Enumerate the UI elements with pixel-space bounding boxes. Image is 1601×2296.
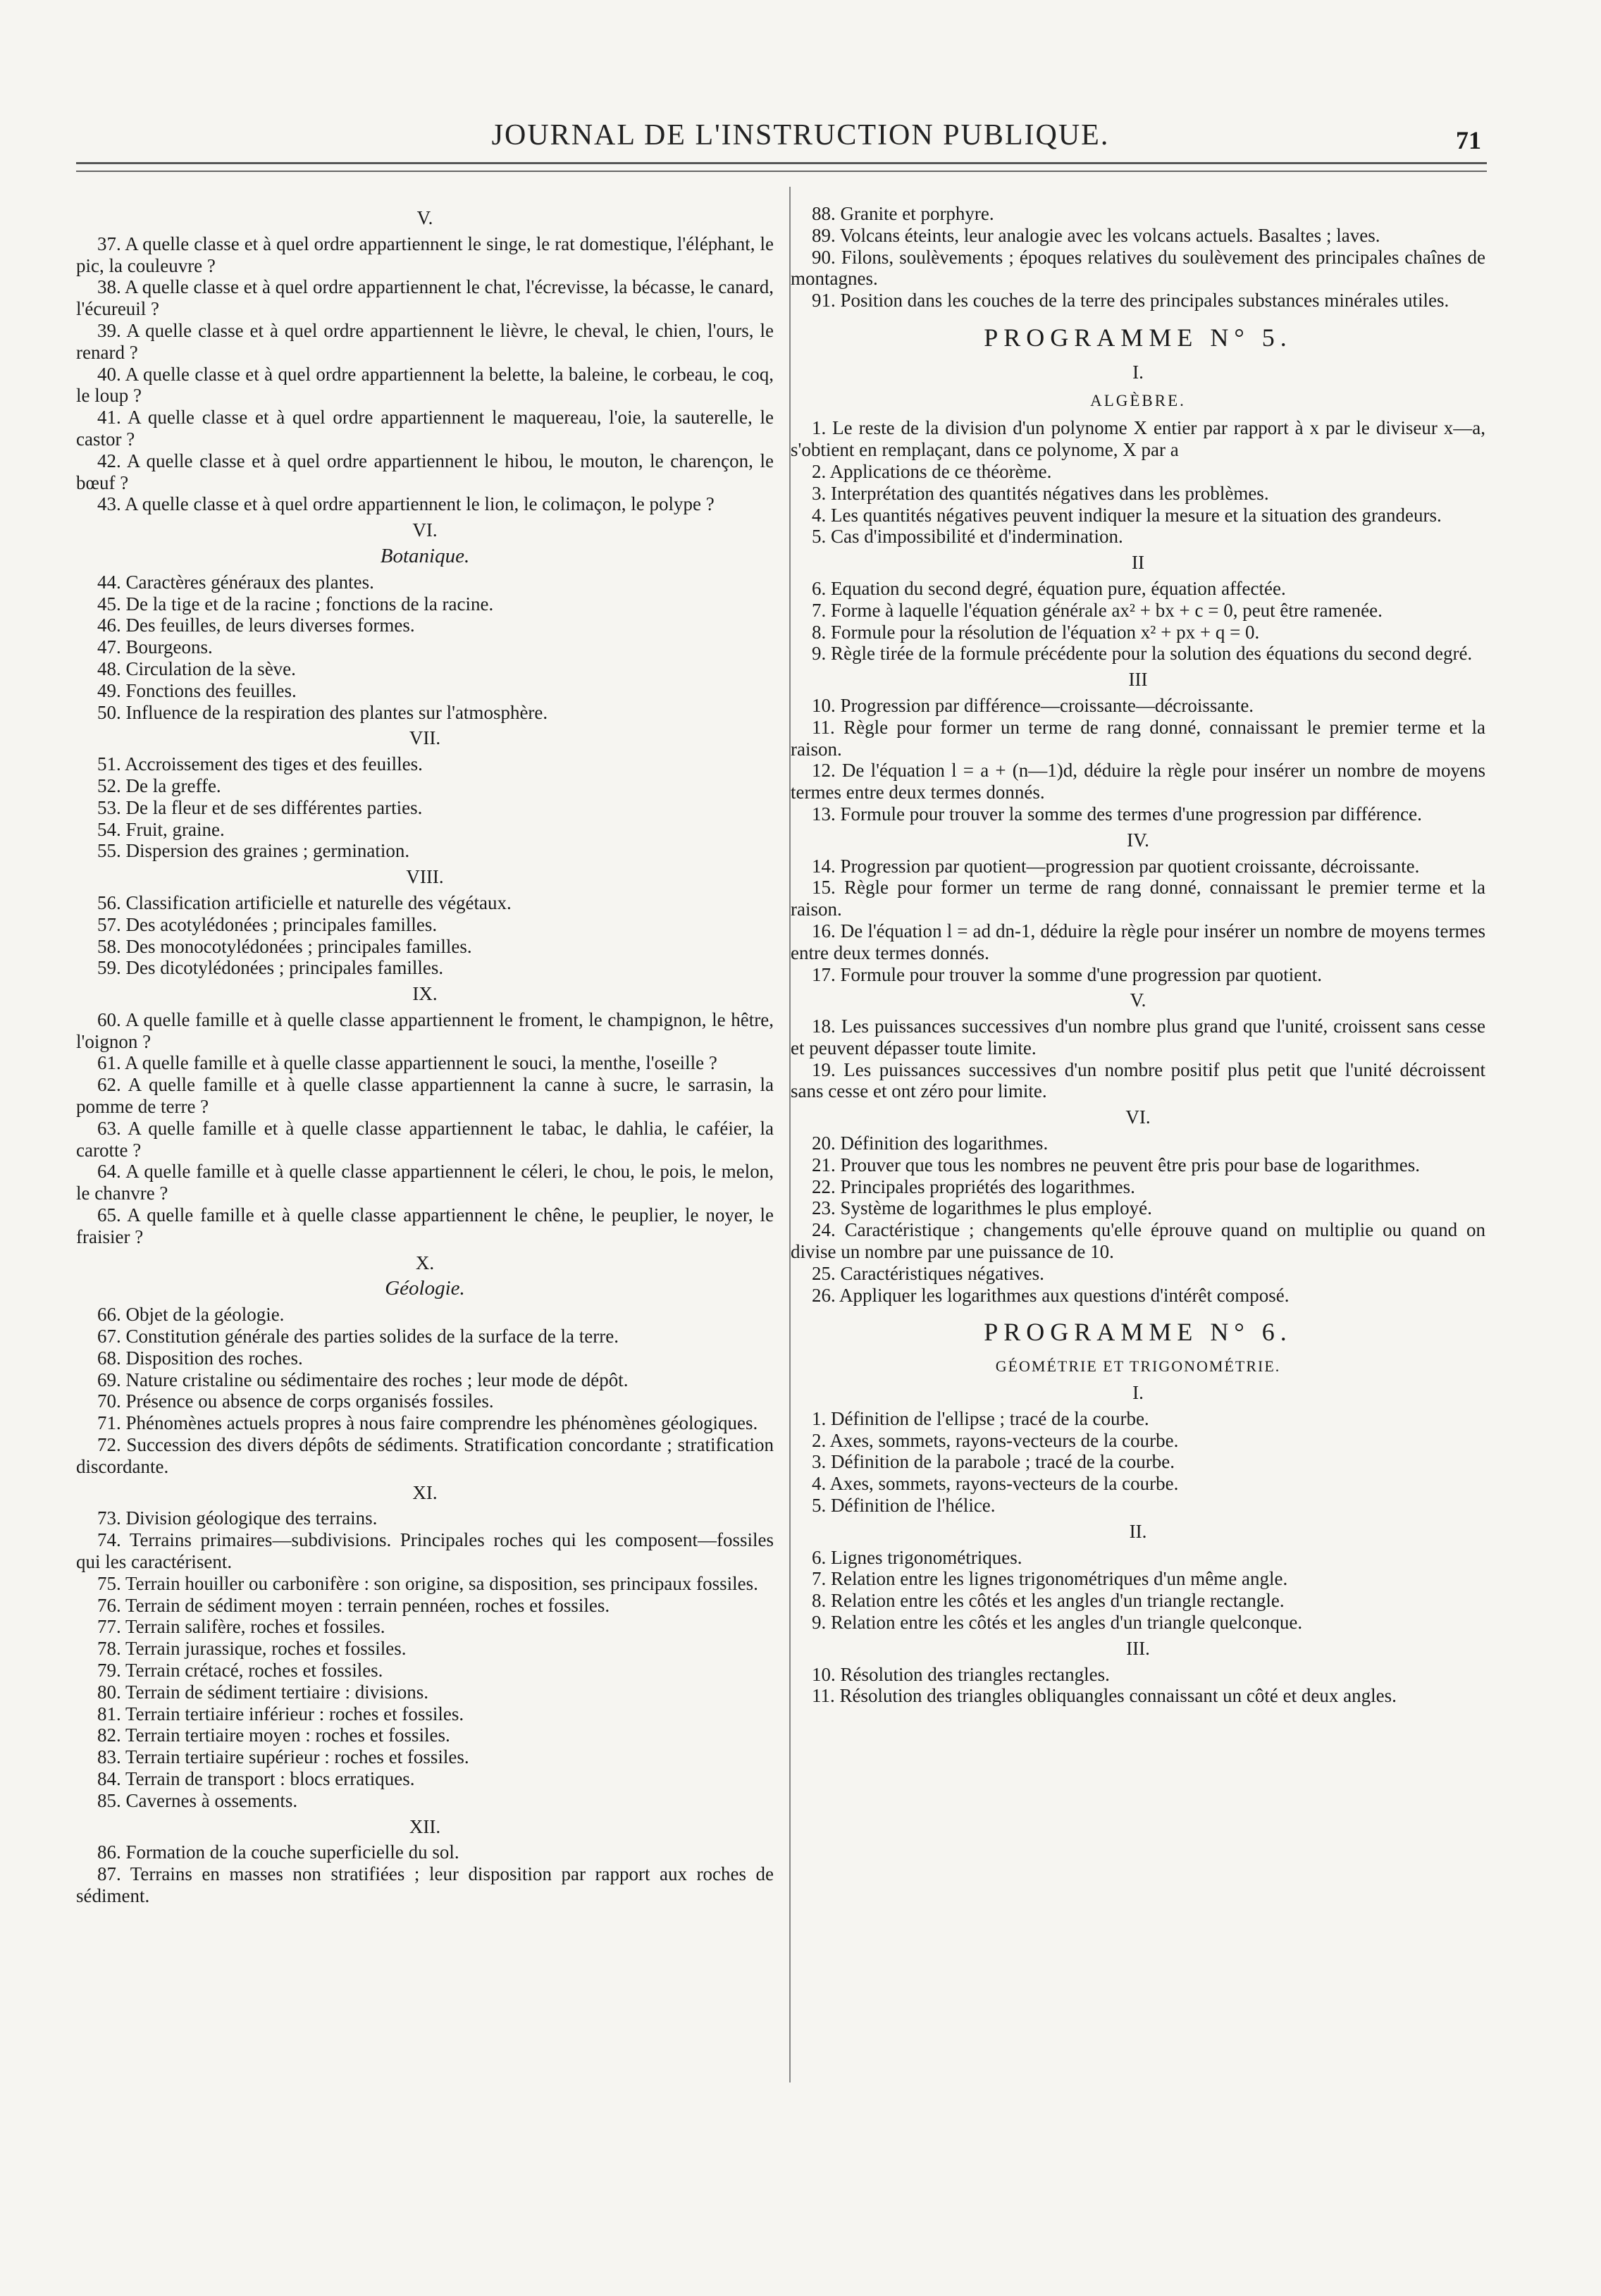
list-item: 25. Caractéristiques négatives. (812, 1262, 1044, 1284)
list-item: 70. Présence ou absence de corps organisés fossiles. (97, 1390, 494, 1412)
list-item: 2. Axes, sommets, rayons-vecteurs de la courbe. (812, 1429, 1179, 1451)
section-heading: VIII. (406, 866, 444, 888)
list-item: 86. Formation de la couche superficielle du sol. (97, 1841, 459, 1863)
programme-heading: PROGRAMME N° 6. (984, 1318, 1292, 1347)
list-item: 19. Les puissances successives d'un nombre positif plus petit que l'unité décroissent sans cesse et ont zéro pour limite. (791, 1058, 1485, 1102)
list-item: 4. Les quantités négatives peuvent indiquer la mesure et la situation des grandeurs. (812, 504, 1442, 526)
list-item: 20. Définition des logarithmes. (812, 1132, 1049, 1154)
subject-heading: Botanique. (380, 544, 470, 567)
list-item: 42. A quelle classe et à quel ordre appartiennent le hibou, le mouton, le charençon, le bœuf ? (76, 450, 774, 493)
list-item: 59. Des dicotylédonées ; principales familles. (97, 957, 444, 979)
subject-heading: GÉOMÉTRIE ET TRIGONOMÉTRIE. (995, 1357, 1281, 1376)
list-item: 71. Phénomènes actuels propres à nous faire comprendre les phénomènes géologiques. (97, 1412, 758, 1434)
list-item: 81. Terrain tertiaire inférieur : roches et fossiles. (97, 1703, 464, 1724)
list-item: 87. Terrains en masses non stratifiées ; leur disposition par rapport aux roches de sédiment. (76, 1863, 774, 1906)
page-number: 71 (1456, 126, 1481, 154)
list-item: 5. Cas d'impossibilité et d'indermination. (812, 526, 1123, 548)
list-item: 2. Applications de ce théorème. (812, 460, 1052, 482)
list-item: 80. Terrain de sédiment tertiaire : divisions. (97, 1681, 428, 1703)
list-item: 51. Accroissement des tiges et des feuilles. (97, 753, 423, 775)
list-item: 54. Fruit, graine. (97, 818, 225, 840)
list-item: 73. Division géologique des terrains. (97, 1507, 378, 1529)
list-item: 91. Position dans les couches de la terre des principales substances minérales utiles. (812, 290, 1449, 311)
header-rule (76, 171, 1487, 172)
list-item: 88. Granite et porphyre. (812, 203, 994, 224)
list-item: 56. Classification artificielle et naturelle des végétaux. (97, 891, 512, 913)
list-item: 18. Les puissances successives d'un nombre plus grand que l'unité, croissent sans cesse et peuvent dépasser toute limite. (791, 1016, 1485, 1058)
list-item: 64. A quelle famille et à quelle classe appartiennent le céleri, le chou, le pois, le melon, le chanvre ? (76, 1161, 774, 1204)
list-item: 15. Règle pour former un terme de rang donné, connaissant le premier terme et la raison. (791, 877, 1485, 920)
list-item: 90. Filons, soulèvements ; époques relatives du soulèvement des principales chaînes de montagnes. (791, 246, 1485, 290)
list-item: 6. Equation du second degré, équation pure, équation affectée. (812, 577, 1286, 599)
section-heading: II. (1129, 1520, 1147, 1542)
list-item: 53. De la fleur et de ses différentes parties. (97, 796, 423, 818)
list-item: 12. De l'équation l = a + (n—1)d, déduire la règle pour insérer un nombre de moyens termes entre deux termes donnés. (791, 760, 1485, 803)
section-heading: II (1132, 552, 1144, 574)
list-item: 13. Formule pour trouver la somme des termes d'une progression par différence. (812, 803, 1422, 825)
section-heading: VII. (409, 727, 441, 749)
list-item: 16. De l'équation l = ad dn-1, déduire la règle pour insérer un nombre de moyens termes entre deux termes donnés. (791, 920, 1485, 963)
list-item: 50. Influence de la respiration des plantes sur l'atmosphère. (97, 701, 548, 723)
list-item: 57. Des acotylédonées ; principales familles. (97, 913, 438, 935)
list-item: 17. Formule pour trouver la somme d'une progression par quotient. (812, 963, 1322, 985)
section-heading: V. (416, 207, 433, 228)
list-item: 66. Objet de la géologie. (97, 1304, 285, 1326)
list-item: 24. Caractéristique ; changements qu'elle éprouve quand on multiplie ou quand on divise un nombre par une puissance de 10. (791, 1219, 1485, 1263)
list-item: 26. Appliquer les logarithmes aux questions d'intérêt composé. (812, 1284, 1290, 1306)
list-item: 85. Cavernes à ossements. (97, 1789, 298, 1811)
list-item: 79. Terrain crétacé, roches et fossiles. (97, 1660, 383, 1681)
section-heading: IV. (1127, 829, 1149, 851)
list-item: 69. Nature cristaline ou sédimentaire des roches ; leur mode de dépôt. (97, 1369, 629, 1390)
section-heading: X. (415, 1252, 435, 1273)
list-item: 3. Interprétation des quantités négatives dans les problèmes. (812, 482, 1269, 504)
list-item: 83. Terrain tertiaire supérieur : roches et fossiles. (97, 1746, 469, 1768)
list-item: 10. Progression par différence—croissante—décroissante. (812, 694, 1254, 716)
list-item: 65. A quelle famille et à quelle classe appartiennent le chêne, le peuplier, le noyer, le fraisier ? (76, 1204, 774, 1247)
list-item: 45. De la tige et de la racine ; fonctions de la racine. (97, 593, 494, 615)
list-item: 11. Résolution des triangles obliquangles connaissant un côté et deux angles. (812, 1685, 1397, 1707)
section-heading: VI. (412, 519, 438, 541)
list-item: 55. Dispersion des graines ; germination. (97, 840, 410, 862)
subject-heading: ALGÈBRE. (1090, 391, 1186, 409)
list-item: 1. Définition de l'ellipse ; tracé de la courbe. (812, 1407, 1149, 1429)
list-item: 49. Fonctions des feuilles. (97, 679, 297, 701)
list-item: 61. A quelle famille et à quelle classe appartiennent le souci, la menthe, l'oseille ? (97, 1052, 717, 1074)
section-heading: V. (1130, 989, 1146, 1011)
list-item: 47. Bourgeons. (97, 636, 213, 658)
list-item: 7. Forme à laquelle l'équation générale ax² + bx + c = 0, peut être ramenée. (812, 599, 1383, 621)
section-heading: III (1128, 669, 1148, 691)
list-item: 8. Relation entre les côtés et les angles d'un triangle rectangle. (812, 1590, 1285, 1612)
list-item: 48. Circulation de la sève. (97, 658, 296, 679)
list-item: 62. A quelle famille et à quelle classe appartiennent la canne à sucre, le sarrasin, la pomme de terre ? (76, 1074, 774, 1118)
section-heading: IX. (412, 983, 438, 1005)
list-item: 23. Système de logarithmes le plus employé. (812, 1197, 1152, 1219)
list-item: 44. Caractères généraux des plantes. (97, 571, 374, 593)
section-heading: VI. (1125, 1106, 1151, 1128)
left-column (76, 203, 774, 1907)
list-item: 74. Terrains primaires—subdivisions. Principales roches qui les composent—fossiles qui les caractérisent. (76, 1529, 774, 1573)
list-item: 22. Principales propriétés des logarithmes. (812, 1175, 1135, 1197)
list-item: 52. De la greffe. (97, 774, 221, 796)
list-item: 82. Terrain tertiaire moyen : roches et fossiles. (97, 1724, 450, 1746)
list-item: 9. Relation entre les côtés et les angles d'un triangle quelconque. (812, 1612, 1303, 1634)
list-item: 37. A quelle classe et à quel ordre appartiennent le singe, le rat domestique, l'éléphant, le pic, la couleuvre ? (76, 233, 774, 276)
list-item: 7. Relation entre les lignes trigonométriques d'un même angle. (812, 1568, 1288, 1590)
list-item: 38. A quelle classe et à quel ordre appartiennent le chat, l'écrevisse, la bécasse, le canard, l'écureuil ? (76, 276, 774, 320)
list-item: 1. Le reste de la division d'un polynome X entier par rapport à x par le diviseur x—a, s'obtient en remplaçant, dans ce polynome, X par a (791, 417, 1485, 461)
list-item: 77. Terrain salifère, roches et fossiles. (97, 1616, 385, 1638)
list-item: 40. A quelle classe et à quel ordre appartiennent la belette, la baleine, le corbeau, le coq, le loup ? (76, 363, 774, 407)
list-item: 14. Progression par quotient—progression par quotient croissante, décroissante. (812, 855, 1420, 877)
subject-heading: Géologie. (385, 1277, 465, 1300)
list-item: 60. A quelle famille et à quelle classe appartiennent le froment, le champignon, le hêtre, l'oignon ? (76, 1008, 774, 1052)
list-item: 84. Terrain de transport : blocs erratiques. (97, 1767, 415, 1789)
list-item: 89. Volcans éteints, leur analogie avec les volcans actuels. Basaltes ; laves. (812, 224, 1380, 246)
header-rule (76, 162, 1487, 164)
list-item: 63. A quelle famille et à quelle classe appartiennent le tabac, le dahlia, le caféier, la carotte ? (76, 1117, 774, 1161)
list-item: 8. Formule pour la résolution de l'équation x² + px + q = 0. (812, 621, 1260, 643)
list-item: 39. A quelle classe et à quel ordre appartiennent le lièvre, le cheval, le chien, l'ours, le renard ? (76, 319, 774, 363)
list-item: 67. Constitution générale des parties solides de la surface de la terre. (97, 1326, 619, 1347)
section-heading: XII. (409, 1815, 441, 1837)
page-title: JOURNAL DE L'INSTRUCTION PUBLIQUE. (491, 119, 1110, 152)
list-item: 9. Règle tirée de la formule précédente pour la solution des équations du second degré. (812, 643, 1473, 665)
list-item: 10. Résolution des triangles rectangles. (812, 1663, 1110, 1685)
list-item: 75. Terrain houiller ou carbonifère : son origine, sa disposition, ses principaux fossiles. (97, 1572, 758, 1594)
list-item: 21. Prouver que tous les nombres ne peuvent être pris pour base de logarithmes. (812, 1154, 1421, 1175)
list-item: 41. A quelle classe et à quel ordre appartiennent le maquereau, l'oie, la sauterelle, le castor ? (76, 407, 774, 450)
right-column (791, 203, 1485, 1707)
list-item: 76. Terrain de sédiment moyen : terrain pennéen, roches et fossiles. (97, 1594, 610, 1616)
list-item: 43. A quelle classe et à quel ordre appartiennent le lion, le colimaçon, le polype ? (97, 493, 715, 515)
section-heading: III. (1126, 1637, 1150, 1659)
section-heading: I. (1132, 1382, 1144, 1404)
section-heading: XI. (412, 1481, 438, 1503)
list-item: 11. Règle pour former un terme de rang donné, connaissant le premier terme et la raison. (791, 716, 1485, 760)
list-item: 5. Définition de l'hélice. (812, 1495, 996, 1517)
list-item: 6. Lignes trigonométriques. (812, 1546, 1022, 1568)
list-item: 46. Des feuilles, de leurs diverses formes. (97, 615, 415, 636)
programme-heading: PROGRAMME N° 5. (984, 323, 1292, 352)
list-item: 78. Terrain jurassique, roches et fossiles. (97, 1638, 407, 1660)
list-item: 72. Succession des divers dépôts de sédiments. Stratification concordante ; stratification discordante. (76, 1434, 774, 1477)
list-item: 3. Définition de la parabole ; tracé de la courbe. (812, 1451, 1175, 1473)
list-item: 4. Axes, sommets, rayons-vecteurs de la courbe. (812, 1473, 1179, 1495)
section-heading: I. (1132, 361, 1144, 383)
list-item: 58. Des monocotylédonées ; principales familles. (97, 935, 472, 957)
list-item: 68. Disposition des roches. (97, 1347, 303, 1369)
